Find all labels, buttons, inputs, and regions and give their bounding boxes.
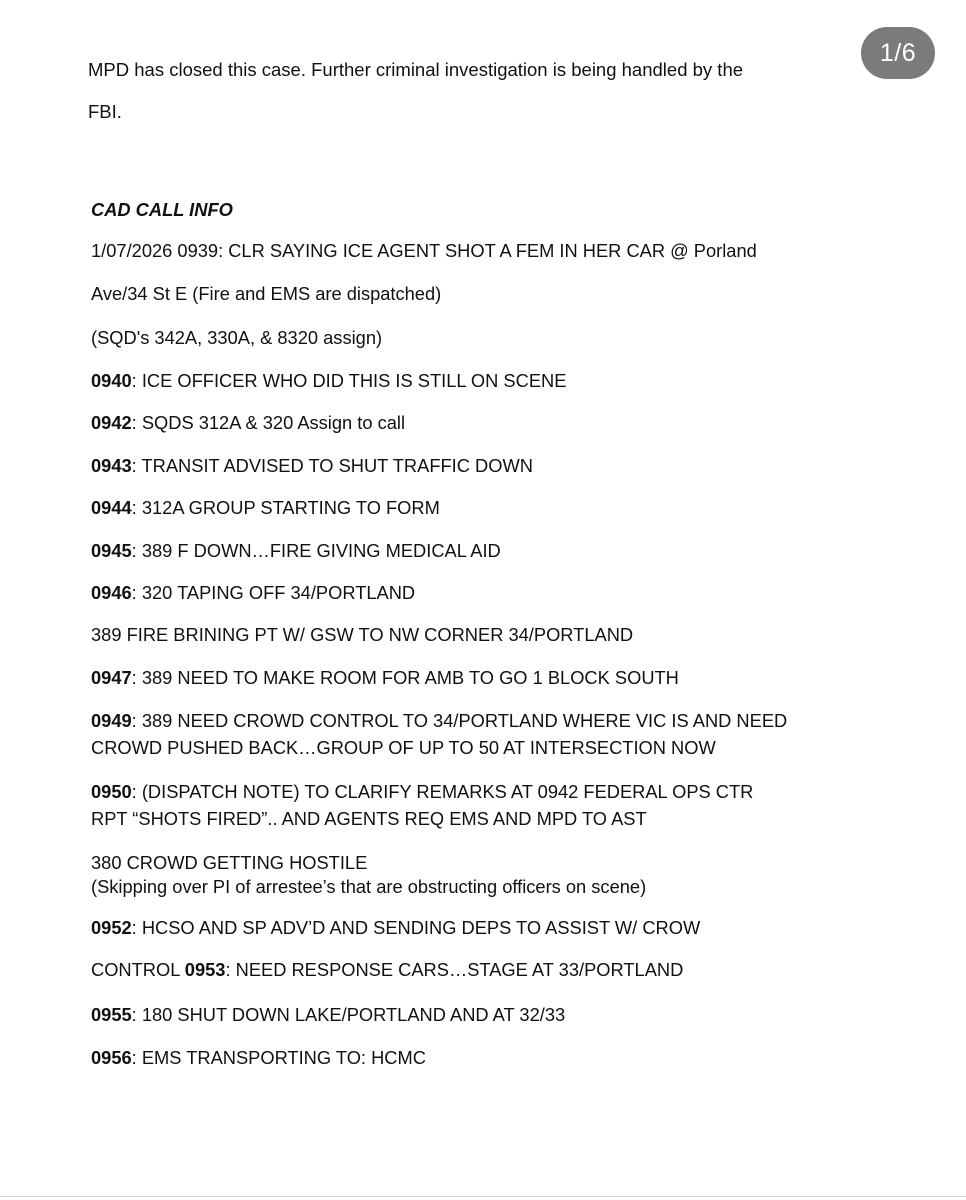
log-entry	[91, 497, 440, 519]
entry-time: 0945	[91, 540, 132, 561]
entry-time: 0952	[91, 917, 132, 938]
log-entry	[91, 283, 441, 305]
entry-text: 1/07/2026 0939: CLR SAYING ICE AGENT SHOT A FEM IN HER CAR @ Porland	[91, 240, 757, 261]
entry-text: CONTROL	[91, 959, 185, 980]
entry-text: 389 FIRE BRINING PT W/ GSW TO NW CORNER 34/PORTLAND	[91, 624, 634, 645]
log-entry	[91, 240, 757, 262]
entry-text: Ave/34 St E (Fire and EMS are dispatched)	[91, 283, 442, 304]
log-entry	[91, 1004, 565, 1026]
entry-time: 0950	[91, 781, 132, 802]
log-entry	[91, 624, 633, 646]
log-entry-continuation	[91, 737, 716, 759]
log-entry	[91, 582, 415, 604]
entry-text: : NEED RESPONSE CARS…STAGE AT 33/PORTLAND	[225, 959, 684, 980]
entry-text: : 312A GROUP STARTING TO FORM	[131, 497, 440, 518]
entry-time: 0947	[91, 667, 132, 688]
log-entry	[91, 959, 683, 981]
entry-text: : (DISPATCH NOTE) TO CLARIFY REMARKS AT 0942 FEDERAL OPS CTR	[131, 781, 754, 802]
entry-text: RPT “SHOTS FIRED”.. AND AGENTS REQ EMS AND MPD TO AST	[91, 808, 647, 829]
entry-text: : 389 F DOWN…FIRE GIVING MEDICAL AID	[131, 540, 501, 561]
log-entry-note	[91, 876, 646, 898]
log-entry	[91, 327, 382, 349]
bottom-divider	[0, 1196, 966, 1197]
entry-text: 380 CROWD GETTING HOSTILE	[91, 852, 368, 873]
entry-text: (SQD's 342A, 330A, & 8320 assign)	[91, 327, 383, 348]
log-entry	[91, 917, 700, 939]
log-entry-continuation	[91, 808, 647, 830]
entry-time: 0956	[91, 1047, 132, 1068]
entry-time: 0949	[91, 710, 132, 731]
log-entry	[91, 667, 679, 689]
log-entry	[91, 370, 566, 392]
intro-line-1: MPD has closed this case. Further criminal investigation is being handled by the	[88, 59, 744, 80]
entry-text: : ICE OFFICER WHO DID THIS IS STILL ON SCENE	[131, 370, 567, 391]
entry-text: : EMS TRANSPORTING TO: HCMC	[131, 1047, 426, 1068]
entry-time: 0946	[91, 582, 132, 603]
log-entry	[91, 540, 501, 562]
entry-text: CROWD PUSHED BACK…GROUP OF UP TO 50 AT INTERSECTION NOW	[91, 737, 716, 758]
entry-text: : 180 SHUT DOWN LAKE/PORTLAND AND AT 32/33	[131, 1004, 566, 1025]
entry-time: 0943	[91, 455, 132, 476]
entry-text: (Skipping over PI of arrestee’s that are obstructing officers on scene)	[91, 876, 647, 897]
entry-text: : 389 NEED CROWD CONTROL TO 34/PORTLAND WHERE VIC IS AND NEED	[131, 710, 788, 731]
entry-time: 0942	[91, 412, 132, 433]
entry-time: 0955	[91, 1004, 132, 1025]
section-heading: CAD CALL INFO	[91, 199, 233, 220]
entry-time: 0953	[184, 959, 226, 980]
entry-text: : 389 NEED TO MAKE ROOM FOR AMB TO GO 1 BLOCK SOUTH	[131, 667, 679, 688]
intro-line-2: FBI.	[88, 101, 122, 122]
entry-time: 0944	[91, 497, 132, 518]
log-entry	[91, 1047, 426, 1069]
log-entry	[91, 781, 753, 803]
entry-text: : TRANSIT ADVISED TO SHUT TRAFFIC DOWN	[131, 455, 533, 476]
entry-text: : HCSO AND SP ADV’D AND SENDING DEPS TO ASSIST W/ CROW	[131, 917, 701, 938]
page-indicator-badge: 1/6	[861, 27, 935, 79]
log-entry	[91, 852, 367, 874]
log-entry	[91, 710, 787, 732]
log-entry	[91, 412, 405, 434]
log-entry	[91, 455, 533, 477]
entry-text: : SQDS 312A & 320 Assign to call	[131, 412, 406, 433]
entry-text: : 320 TAPING OFF 34/PORTLAND	[131, 582, 416, 603]
entry-time: 0940	[91, 370, 132, 391]
